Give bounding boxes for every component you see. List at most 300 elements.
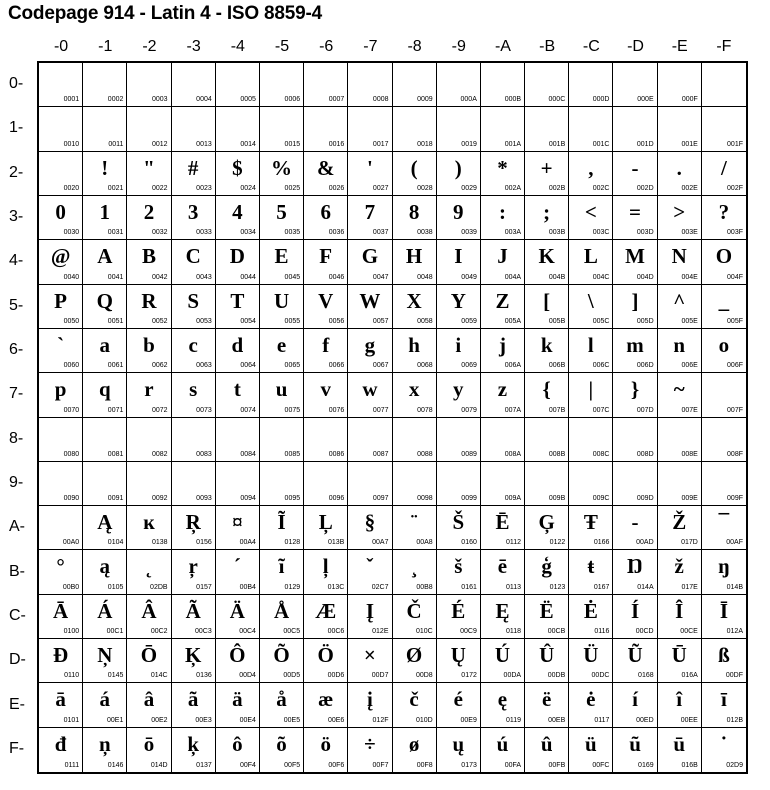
- char-cell: [481, 240, 525, 284]
- char-cell: [127, 63, 171, 107]
- unicode-code: 017D: [681, 539, 698, 547]
- char-cell: [172, 683, 216, 727]
- char-cell: [216, 152, 260, 196]
- char-cell: [216, 196, 260, 240]
- char-cell: [658, 240, 702, 284]
- char-cell: [613, 550, 657, 594]
- char-cell: [83, 506, 127, 550]
- char-cell: [702, 196, 746, 240]
- unicode-code: 0146: [107, 762, 124, 769]
- unicode-code: 0027: [372, 184, 389, 192]
- unicode-code: 00DF: [725, 672, 743, 680]
- unicode-code: 0101: [63, 716, 80, 724]
- unicode-code: 008F: [727, 450, 743, 458]
- char-cell: [172, 240, 216, 284]
- char-cell: [525, 373, 569, 417]
- char-cell: [525, 418, 569, 462]
- char-glyph: Â: [141, 598, 157, 623]
- unicode-code: 0082: [151, 450, 168, 458]
- char-cell: [569, 152, 613, 196]
- unicode-code: 0069: [461, 362, 477, 370]
- char-cell: [348, 418, 392, 462]
- char-glyph: #: [187, 155, 199, 180]
- char-cell: [569, 550, 613, 594]
- char-cell: [658, 107, 702, 151]
- unicode-code: 00D6: [327, 672, 345, 680]
- char-cell: [172, 285, 216, 329]
- char-cell: [613, 240, 657, 284]
- char-cell: [393, 63, 437, 107]
- char-glyph: R: [141, 288, 157, 313]
- char-glyph: F: [319, 244, 333, 269]
- char-cell: [260, 107, 304, 151]
- char-cell: [348, 506, 392, 550]
- unicode-code: 0123: [549, 583, 566, 591]
- unicode-code: 006B: [548, 362, 566, 370]
- char-cell: [172, 595, 216, 639]
- char-cell: [83, 728, 127, 772]
- page-title: Codepage 914 - Latin 4 - ISO 8859-4: [8, 3, 322, 24]
- unicode-code: 0088: [417, 450, 433, 458]
- char-glyph: V: [318, 288, 334, 313]
- char-glyph: L: [583, 244, 598, 269]
- char-cell: [569, 506, 613, 550]
- unicode-code: 00F8: [416, 762, 433, 769]
- unicode-code: 000C: [548, 96, 566, 104]
- char-glyph: t: [233, 377, 241, 402]
- char-cell: [216, 462, 260, 506]
- char-glyph: D: [229, 244, 245, 269]
- char-glyph: õ: [276, 731, 287, 756]
- unicode-code: 00E3: [195, 716, 212, 724]
- unicode-code: 008E: [681, 450, 698, 458]
- unicode-code: 0157: [196, 583, 212, 591]
- unicode-code: 000A: [460, 96, 477, 104]
- char-glyph: î: [676, 687, 683, 712]
- char-glyph: J: [497, 244, 508, 269]
- char-cell: [39, 462, 83, 506]
- char-cell: [304, 639, 348, 683]
- unicode-code: 004F: [727, 273, 743, 281]
- unicode-code: 0023: [196, 184, 212, 192]
- unicode-code: 006A: [504, 362, 522, 370]
- char-cell: [304, 683, 348, 727]
- char-cell: [525, 683, 569, 727]
- char-cell: [348, 196, 392, 240]
- unicode-code: 0166: [593, 539, 610, 547]
- char-cell: [569, 683, 613, 727]
- char-glyph: Ú: [494, 643, 511, 668]
- char-glyph: 6: [320, 199, 331, 224]
- char-cell: [702, 373, 746, 417]
- char-glyph: Ą: [97, 510, 113, 535]
- unicode-code: 005E: [681, 317, 698, 325]
- char-cell: [172, 418, 216, 462]
- unicode-code: 0087: [372, 450, 389, 458]
- char-cell: [39, 418, 83, 462]
- row-header: 8-: [9, 429, 24, 447]
- char-glyph: ė: [586, 687, 596, 712]
- unicode-code: 00EB: [548, 716, 566, 724]
- char-cell: [569, 329, 613, 373]
- char-cell: [393, 418, 437, 462]
- unicode-code: 000F: [681, 96, 698, 104]
- unicode-code: 00F5: [284, 762, 301, 769]
- char-cell: [393, 373, 437, 417]
- unicode-code: 012B: [726, 716, 743, 724]
- char-cell: [525, 595, 569, 639]
- unicode-code: 0068: [417, 362, 433, 370]
- unicode-code: 0029: [461, 184, 477, 192]
- unicode-code: 00D7: [371, 672, 389, 680]
- unicode-code: 0009: [417, 96, 433, 104]
- char-glyph: ģ: [541, 554, 552, 579]
- char-glyph: ˙: [720, 731, 728, 756]
- unicode-code: 0022: [151, 184, 168, 192]
- char-cell: [569, 240, 613, 284]
- unicode-code: 001D: [636, 140, 654, 148]
- char-glyph: ¸: [410, 554, 418, 579]
- char-glyph: s: [189, 377, 198, 402]
- char-cell: [216, 107, 260, 151]
- char-cell: [216, 728, 260, 772]
- char-glyph: o: [718, 332, 730, 357]
- unicode-code: 006F: [727, 362, 743, 370]
- unicode-code: 00F6: [328, 762, 345, 769]
- char-glyph: ō: [143, 731, 155, 756]
- char-glyph: 3: [187, 199, 199, 224]
- char-glyph: ß: [718, 643, 730, 668]
- char-cell: [127, 285, 171, 329]
- char-glyph: \: [587, 288, 594, 313]
- unicode-code: 002E: [681, 184, 698, 192]
- char-cell: [83, 462, 127, 506]
- unicode-code: 0169: [638, 762, 654, 769]
- char-glyph: /: [720, 155, 727, 180]
- char-glyph: Ã: [185, 598, 201, 623]
- unicode-code: 004A: [504, 273, 522, 281]
- char-glyph: ķ: [187, 731, 199, 756]
- char-cell: [39, 550, 83, 594]
- unicode-code: 02DB: [150, 583, 168, 591]
- char-cell: [260, 550, 304, 594]
- char-cell: [304, 329, 348, 373]
- char-cell: [481, 107, 525, 151]
- char-cell: [39, 728, 83, 772]
- unicode-code: 0016: [328, 140, 345, 148]
- unicode-code: 009B: [548, 495, 566, 503]
- char-cell: [481, 152, 525, 196]
- char-cell: [437, 373, 481, 417]
- unicode-code: 0129: [284, 583, 301, 591]
- char-glyph: O: [715, 244, 733, 269]
- unicode-code: 0013: [196, 140, 212, 148]
- char-cell: [304, 550, 348, 594]
- char-cell: [702, 285, 746, 329]
- char-glyph: ¤: [232, 510, 243, 535]
- char-cell: [658, 63, 702, 107]
- char-glyph: Ŗ: [185, 510, 201, 535]
- char-glyph: :: [498, 199, 506, 224]
- char-cell: [437, 728, 481, 772]
- unicode-code: 0047: [372, 273, 389, 281]
- column-header: -F: [716, 38, 732, 55]
- unicode-code: 0001: [63, 96, 80, 104]
- unicode-code: 002B: [548, 184, 566, 192]
- unicode-code: 0094: [240, 495, 256, 503]
- char-glyph: M: [625, 244, 645, 269]
- unicode-code: 008D: [636, 450, 654, 458]
- unicode-code: 00C2: [150, 628, 168, 636]
- char-cell: [658, 152, 702, 196]
- column-header: -5: [274, 38, 290, 55]
- unicode-code: 0028: [417, 184, 433, 192]
- char-glyph: ĸ: [143, 510, 155, 535]
- char-glyph: æ: [318, 687, 334, 712]
- unicode-code: 0098: [417, 495, 433, 503]
- row-header: 3-: [9, 208, 24, 226]
- char-glyph: Ö: [317, 643, 334, 668]
- char-glyph: 9: [453, 199, 464, 224]
- char-cell: [39, 285, 83, 329]
- unicode-code: 0014: [240, 140, 256, 148]
- unicode-code: 00AD: [636, 539, 654, 547]
- unicode-code: 0168: [638, 672, 654, 680]
- unicode-code: 0073: [196, 406, 212, 414]
- char-glyph: Î: [675, 598, 684, 623]
- char-cell: [348, 595, 392, 639]
- unicode-code: 013B: [327, 539, 345, 547]
- char-glyph: G: [361, 244, 379, 269]
- char-cell: [260, 728, 304, 772]
- char-glyph: N: [671, 244, 687, 269]
- char-glyph: z: [497, 377, 508, 402]
- char-cell: [658, 329, 702, 373]
- char-cell: [172, 152, 216, 196]
- char-cell: [127, 550, 171, 594]
- char-glyph: ĩ: [278, 554, 285, 579]
- unicode-code: 012A: [726, 628, 743, 636]
- char-glyph: Å: [273, 598, 290, 623]
- char-cell: [481, 595, 525, 639]
- unicode-code: 003A: [504, 229, 522, 237]
- char-cell: [260, 683, 304, 727]
- char-glyph: ų: [452, 731, 465, 756]
- char-cell: [437, 285, 481, 329]
- char-glyph: -: [631, 510, 639, 535]
- unicode-code: 00A0: [62, 539, 80, 547]
- char-glyph: k: [540, 332, 553, 357]
- char-glyph: 4: [232, 199, 243, 224]
- char-cell: [613, 373, 657, 417]
- unicode-code: 00C1: [106, 628, 124, 636]
- char-cell: [525, 240, 569, 284]
- unicode-code: 003C: [592, 229, 610, 237]
- unicode-code: 0122: [549, 539, 566, 547]
- unicode-code: 00B8: [416, 583, 433, 591]
- char-cell: [393, 285, 437, 329]
- char-cell: [702, 63, 746, 107]
- char-cell: [83, 639, 127, 683]
- unicode-code: 013C: [327, 583, 345, 591]
- char-glyph: (: [410, 155, 418, 180]
- char-glyph: Ô: [229, 643, 246, 668]
- unicode-code: 003D: [636, 229, 654, 237]
- char-cell: [348, 728, 392, 772]
- char-cell: [304, 107, 348, 151]
- char-cell: [83, 107, 127, 151]
- unicode-code: 0145: [107, 672, 124, 680]
- char-cell: [348, 285, 392, 329]
- char-glyph: y: [453, 377, 464, 402]
- char-cell: [481, 683, 525, 727]
- char-glyph: ũ: [629, 731, 641, 756]
- char-cell: [172, 107, 216, 151]
- char-glyph: C: [185, 244, 201, 269]
- char-cell: [613, 63, 657, 107]
- unicode-code: 00A8: [416, 539, 433, 547]
- unicode-code: 0034: [240, 229, 256, 237]
- char-glyph: A: [97, 244, 113, 269]
- char-glyph: Đ: [53, 643, 69, 668]
- unicode-code: 0116: [594, 628, 610, 636]
- char-cell: [39, 107, 83, 151]
- char-glyph: u: [275, 377, 288, 402]
- column-header: -3: [186, 38, 201, 55]
- unicode-code: 0137: [196, 762, 212, 769]
- char-glyph: `: [57, 332, 65, 357]
- unicode-code: 00C9: [460, 628, 477, 636]
- unicode-code: 009E: [681, 495, 698, 503]
- unicode-code: 0002: [107, 96, 124, 104]
- char-cell: [83, 418, 127, 462]
- char-cell: [481, 373, 525, 417]
- char-cell: [216, 506, 260, 550]
- char-glyph: I: [454, 244, 463, 269]
- char-glyph: ˇ: [366, 554, 374, 579]
- unicode-code: 001C: [592, 140, 610, 148]
- char-cell: [613, 107, 657, 151]
- unicode-code: 0167: [593, 583, 610, 591]
- unicode-code: 0081: [107, 450, 124, 458]
- unicode-code: 009A: [504, 495, 522, 503]
- unicode-code: 0079: [461, 406, 477, 414]
- char-glyph: 0: [55, 199, 66, 224]
- char-glyph: É: [451, 598, 466, 623]
- char-cell: [260, 63, 304, 107]
- unicode-code: 0007: [328, 96, 345, 104]
- unicode-code: 008C: [592, 450, 610, 458]
- unicode-code: 0063: [196, 362, 212, 370]
- char-cell: [127, 373, 171, 417]
- char-glyph: _: [718, 288, 730, 313]
- char-glyph: ø: [408, 731, 420, 756]
- row-header: 5-: [9, 296, 24, 314]
- char-cell: [304, 285, 348, 329]
- unicode-code: 02D9: [726, 762, 743, 769]
- char-cell: [348, 550, 392, 594]
- char-cell: [702, 107, 746, 151]
- unicode-code: 008A: [504, 450, 522, 458]
- unicode-code: 009D: [636, 495, 654, 503]
- char-glyph: n: [673, 332, 686, 357]
- char-glyph: Ī: [719, 598, 728, 623]
- unicode-code: 00A4: [239, 539, 256, 547]
- char-cell: [702, 683, 746, 727]
- char-cell: [127, 152, 171, 196]
- unicode-code: 0067: [372, 362, 389, 370]
- unicode-code: 0017: [372, 140, 389, 148]
- unicode-code: 0096: [328, 495, 345, 503]
- char-glyph: Ō: [140, 643, 158, 668]
- char-cell: [348, 683, 392, 727]
- char-cell: [172, 373, 216, 417]
- unicode-code: 002A: [504, 184, 522, 192]
- row-header: 2-: [9, 163, 24, 181]
- char-cell: [658, 595, 702, 639]
- unicode-code: 004D: [636, 273, 654, 281]
- unicode-code: 0076: [328, 406, 345, 414]
- char-cell: [348, 329, 392, 373]
- char-cell: [393, 240, 437, 284]
- char-cell: [83, 63, 127, 107]
- unicode-code: 0036: [328, 229, 345, 237]
- char-cell: [525, 63, 569, 107]
- unicode-code: 0138: [151, 539, 168, 547]
- unicode-code: 008B: [548, 450, 566, 458]
- char-cell: [127, 240, 171, 284]
- unicode-code: 017E: [681, 583, 698, 591]
- char-cell: [83, 196, 127, 240]
- char-cell: [437, 639, 481, 683]
- char-glyph: i: [455, 332, 462, 357]
- char-glyph: ļ: [322, 554, 329, 579]
- unicode-code: 00C5: [283, 628, 301, 636]
- unicode-code: 007C: [592, 406, 610, 414]
- unicode-code: 0092: [151, 495, 168, 503]
- char-cell: [127, 595, 171, 639]
- char-cell: [481, 462, 525, 506]
- char-cell: [613, 285, 657, 329]
- char-cell: [348, 462, 392, 506]
- row-header: 4-: [9, 252, 24, 270]
- char-cell: [304, 418, 348, 462]
- char-glyph: ē: [497, 554, 508, 579]
- char-glyph: Õ: [273, 643, 290, 668]
- unicode-code: 014C: [150, 672, 168, 680]
- char-glyph: $: [232, 155, 243, 180]
- char-glyph: T: [230, 288, 245, 313]
- unicode-code: 0097: [372, 495, 389, 503]
- unicode-code: 010C: [415, 628, 433, 636]
- unicode-code: 0099: [461, 495, 477, 503]
- char-cell: [525, 329, 569, 373]
- unicode-code: 00C4: [239, 628, 256, 636]
- column-header: -D: [627, 38, 644, 55]
- char-glyph: [: [543, 288, 551, 313]
- unicode-code: 003B: [548, 229, 566, 237]
- char-cell: [393, 639, 437, 683]
- char-glyph: &: [316, 155, 335, 180]
- unicode-code: 007A: [504, 406, 522, 414]
- char-cell: [304, 728, 348, 772]
- char-glyph: Y: [450, 288, 466, 313]
- char-cell: [393, 683, 437, 727]
- char-cell: [702, 550, 746, 594]
- char-glyph: Ü: [583, 643, 599, 668]
- char-cell: [437, 240, 481, 284]
- char-glyph: S: [187, 288, 199, 313]
